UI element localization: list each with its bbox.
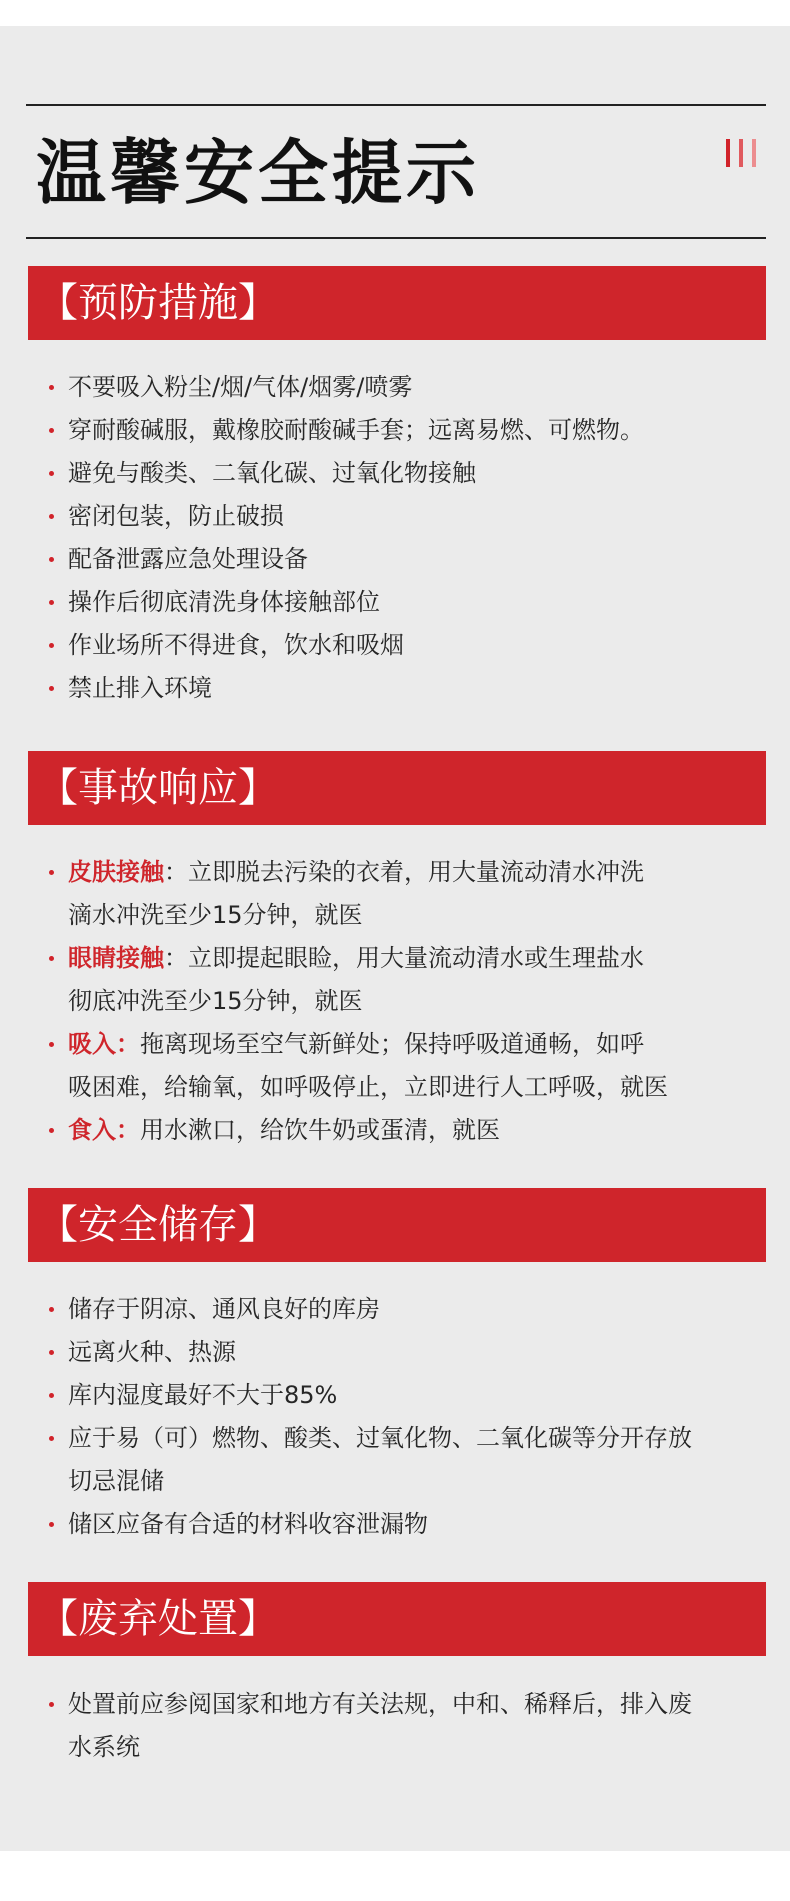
list-item	[48, 1109, 668, 1152]
list-item	[48, 1331, 692, 1374]
section-header-prevention: 【预防措施】	[28, 266, 766, 340]
list-item: 避免与酸类、二氧化碳、过氧化物接触	[48, 452, 644, 495]
item-text: 立即提起眼睑，用大量流动清水或生理盐水	[188, 944, 644, 972]
item-text: 远离火种、热源	[68, 1338, 236, 1366]
list-item: 操作后彻底清洗身体接触部位	[48, 581, 644, 624]
list-item: 作业场所不得进食，饮水和吸烟	[48, 624, 644, 667]
item-separator: ：	[164, 944, 188, 972]
item-text: 储存于阴凉、通风良好的库房	[68, 1295, 380, 1323]
list-item: 禁止排入环境	[48, 667, 644, 710]
item-label: 眼睛接触	[68, 944, 164, 972]
item-text: 处置前应参阅国家和地方有关法规，中和、稀释后，排入废	[68, 1690, 692, 1718]
item-continuation: 水系统	[68, 1733, 140, 1761]
list-item	[48, 1683, 692, 1769]
item-continuation: 彻底冲洗至少15分钟，就医	[68, 987, 363, 1015]
section-header-storage: 【安全储存】	[28, 1188, 766, 1262]
list-item	[48, 1374, 692, 1417]
item-text: 用水漱口，给饮牛奶或蛋清，就医	[140, 1116, 500, 1144]
disposal-list	[48, 1683, 692, 1769]
list-item: 穿耐酸碱服，戴橡胶耐酸碱手套；远离易燃、可燃物。	[48, 409, 644, 452]
list-item: 配备泄露应急处理设备	[48, 538, 644, 581]
item-text: 应于易（可）燃物、酸类、过氧化物、二氧化碳等分开存放	[68, 1424, 692, 1452]
list-item	[48, 1417, 692, 1503]
list-item	[48, 937, 668, 1023]
list-item	[48, 1503, 692, 1546]
emergency-list	[48, 851, 668, 1152]
top-rule	[26, 104, 766, 106]
storage-list	[48, 1288, 692, 1546]
item-label: 吸入：	[68, 1030, 140, 1058]
item-continuation: 切忌混储	[68, 1467, 164, 1495]
section-header-emergency: 【事故响应】	[28, 751, 766, 825]
list-item	[48, 1288, 692, 1331]
decorative-bars-icon	[726, 139, 760, 167]
item-text: 储区应备有合适的材料收容泄漏物	[68, 1510, 428, 1538]
item-continuation: 吸困难，给输氧，如呼吸停止，立即进行人工呼吸，就医	[68, 1073, 668, 1101]
bottom-rule	[26, 237, 766, 239]
item-text: 立即脱去污染的衣着，用大量流动清水冲洗	[188, 858, 644, 886]
list-item	[48, 851, 668, 937]
section-header-disposal: 【废弃处置】	[28, 1582, 766, 1656]
page-title: 温馨安全提示	[36, 132, 480, 214]
list-item	[48, 1023, 668, 1109]
item-label: 食入：	[68, 1116, 140, 1144]
prevention-list	[48, 366, 644, 710]
list-item: 密闭包装，防止破损	[48, 495, 644, 538]
item-text: 库内湿度最好不大于85%	[68, 1381, 338, 1409]
item-continuation: 滴水冲洗至少15分钟，就医	[68, 901, 363, 929]
item-separator: ：	[164, 858, 188, 886]
list-item: 不要吸入粉尘/烟/气体/烟雾/喷雾	[48, 366, 644, 409]
item-text: 拖离现场至空气新鲜处；保持呼吸道通畅，如呼	[140, 1030, 644, 1058]
item-label: 皮肤接触	[68, 858, 164, 886]
